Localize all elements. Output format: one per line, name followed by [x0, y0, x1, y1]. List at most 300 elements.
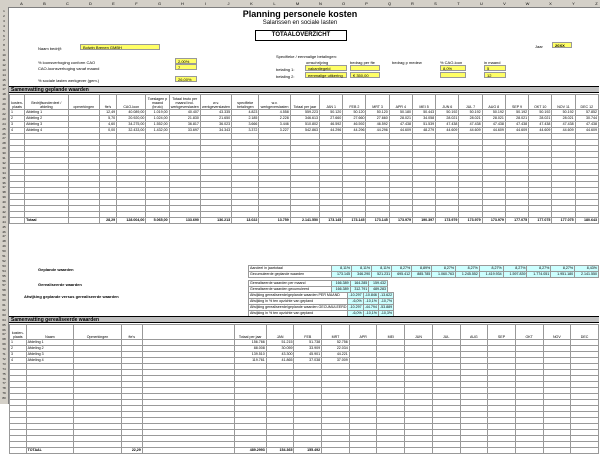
column-header-O[interactable]: O [341, 1, 346, 6]
table-cell[interactable]: 30.059 [266, 346, 294, 352]
table-cell[interactable]: 43.300 [266, 352, 294, 358]
table-cell[interactable]: 36.023 [200, 122, 231, 128]
table-cell[interactable]: 47.438 [552, 122, 575, 128]
table-cell[interactable]: 1 [10, 110, 25, 116]
row-header-30[interactable]: 30 [2, 151, 6, 156]
table-cell[interactable]: 50.120 [343, 110, 366, 116]
row-header-27[interactable]: 27 [2, 136, 6, 141]
table-cell[interactable]: 4,60 [99, 122, 116, 128]
table-cell[interactable]: -10,7% [378, 299, 393, 305]
column-header: FEB 2 [343, 95, 366, 110]
table-cell[interactable]: 8,27% [527, 266, 551, 272]
table-cell[interactable]: 40.407 [169, 110, 200, 116]
table-cell[interactable]: -53.889 [379, 305, 393, 309]
total-cell: 22,29 [121, 448, 142, 454]
row-header-76[interactable]: 76 [2, 376, 6, 381]
row-header-5[interactable]: 5 [3, 28, 5, 33]
table-cell[interactable]: 1.245.552 [456, 272, 480, 278]
table-cell[interactable]: 52.756 [322, 340, 350, 346]
row-header-3[interactable]: 3 [3, 18, 5, 23]
row-header-74[interactable]: 74 [2, 366, 6, 371]
table-cell[interactable]: 44.609 [459, 128, 482, 134]
table-cell[interactable]: 1.774.051 [527, 272, 551, 278]
table-cell[interactable]: 44.296 [366, 128, 389, 134]
table-cell[interactable]: 28.021 [552, 116, 575, 122]
table-cell[interactable]: 50.120 [320, 110, 343, 116]
row-header-69[interactable]: 69 [2, 342, 6, 347]
table-cell[interactable]: -44.794 [364, 305, 377, 309]
table-cell[interactable]: 37.038 [294, 358, 322, 364]
table-cell[interactable]: 3 [10, 352, 27, 358]
table-cell[interactable]: 1.019,00 [146, 110, 169, 116]
column-header: Bedrijfsonderdeel / afdeling [25, 95, 68, 110]
table-cell[interactable]: 50.192 [482, 110, 505, 116]
table-cell[interactable]: -10.297 [349, 293, 362, 297]
column-header-E[interactable]: E [112, 1, 115, 6]
column-header-W[interactable]: W [525, 1, 530, 6]
table-cell[interactable]: 173.145 [332, 272, 352, 278]
bet1-maand-input[interactable]: 5 [484, 65, 506, 71]
table-cell[interactable]: 44.609 [389, 128, 412, 134]
row-header-56[interactable]: 56 [2, 278, 6, 283]
table-cell[interactable]: 166.389 [332, 287, 351, 293]
table-cell[interactable]: 1.060.763 [432, 272, 456, 278]
cao-maand-input[interactable]: 7 [175, 64, 197, 70]
row-header-47[interactable]: 47 [2, 234, 6, 239]
table-cell[interactable]: 5,70 [99, 116, 116, 122]
table-cell[interactable]: 695.412 [392, 272, 412, 278]
row-header-58[interactable]: 58 [2, 288, 6, 293]
header-row [10, 95, 599, 110]
table-cell[interactable]: 2.185 [232, 116, 259, 122]
table-cell[interactable]: 32.433,00 [117, 128, 146, 134]
table-cell[interactable]: 166.389 [332, 281, 351, 287]
row-header-9[interactable]: 9 [3, 48, 5, 53]
table-cell[interactable]: 542.863 [290, 128, 319, 134]
table-cell[interactable]: -13.622 [379, 293, 393, 297]
table-cell[interactable]: 139.510 [234, 352, 266, 358]
row-header-14[interactable]: 14 [2, 72, 6, 77]
row-header-55[interactable]: 55 [2, 273, 6, 278]
table-cell[interactable]: 44.609 [529, 128, 552, 134]
row-header-63[interactable]: 63 [2, 312, 6, 317]
bedrijf-input[interactable]: Bolwin Brenen GMBH [80, 44, 160, 50]
table-cell[interactable]: -6,0% [348, 299, 363, 305]
table-cell[interactable]: 50.120 [366, 110, 389, 116]
row-header-62[interactable]: 62 [2, 307, 6, 312]
table-cell[interactable]: 34.343 [200, 128, 231, 134]
row-header-45[interactable]: 45 [2, 224, 6, 229]
row-header-65[interactable]: 65 [2, 322, 6, 327]
column-header-N[interactable]: N [319, 1, 322, 6]
table-cell[interactable]: 8,27% [432, 266, 456, 272]
column-header-B[interactable]: B [43, 1, 46, 6]
table-cell[interactable]: 559.223 [290, 110, 319, 116]
row-header-52[interactable]: 52 [2, 258, 6, 263]
table-cell[interactable]: 312.791 [350, 287, 369, 293]
table-cell[interactable]: Afdeling 3 [25, 122, 68, 128]
row-header-17[interactable]: 17 [2, 87, 6, 92]
table-cell[interactable]: 2.228 [259, 116, 290, 122]
row-header-15[interactable]: 15 [2, 77, 6, 82]
row-header-37[interactable]: 37 [2, 185, 6, 190]
table-cell[interactable]: 1.024,00 [146, 116, 169, 122]
row-header-61[interactable]: 61 [2, 303, 6, 307]
table-cell[interactable]: 44.609 [552, 128, 575, 134]
table-cell[interactable]: Afdeling 4 [26, 358, 74, 364]
table-cell[interactable]: 44.609 [482, 128, 505, 134]
jaar-label: Jaar [535, 44, 543, 49]
row-header-60[interactable]: 60 [2, 298, 6, 303]
table-cell[interactable]: 510.802 [290, 122, 319, 128]
table-cell[interactable]: 51.215 [266, 340, 294, 346]
table-cell[interactable]: 47.438 [482, 122, 505, 128]
column-header-R[interactable]: R [411, 1, 414, 6]
row-header-59[interactable]: 59 [2, 293, 6, 298]
column-header-D[interactable]: D [89, 1, 92, 6]
row-header-80[interactable]: 80 [2, 396, 6, 401]
table-cell[interactable]: 0,00 [99, 128, 116, 134]
row-label: Afwijking gerealiseerde/geplande waarden PER MAAND [249, 293, 348, 299]
jaar-input[interactable]: 20XX [552, 42, 572, 48]
row-header-68[interactable]: 68 [2, 337, 6, 342]
table-cell[interactable]: 21.830 [169, 116, 200, 122]
column-header-P[interactable]: P [365, 1, 368, 6]
row-header-75[interactable]: 75 [2, 371, 6, 376]
table-cell[interactable]: 28.021 [482, 116, 505, 122]
table-cell[interactable]: 33.697 [169, 128, 200, 134]
row-header-32[interactable]: 32 [2, 160, 6, 165]
table-cell[interactable]: 2.141.550 [575, 272, 599, 278]
table-cell[interactable]: 50.192 [552, 110, 575, 116]
row-header-7[interactable]: 7 [3, 38, 5, 43]
table-cell[interactable]: 51.539 [412, 122, 435, 128]
column-header: Opmerkingen [74, 325, 122, 340]
row-header-12[interactable]: 12 [2, 62, 6, 67]
table-cell[interactable]: 51.738 [294, 340, 322, 346]
column-header-C[interactable]: C [66, 1, 69, 6]
table-cell[interactable]: Afdeling 2 [25, 116, 68, 122]
table-cell[interactable]: 50.192 [529, 110, 552, 116]
table-cell[interactable]: 28.021 [505, 116, 528, 122]
soc-input[interactable]: 26,00% [175, 76, 197, 82]
table-cell[interactable]: Afdeling 1 [25, 110, 68, 116]
column-header: Totaal per jaar [234, 325, 266, 340]
row-header-31[interactable]: 31 [2, 156, 6, 160]
table-cell[interactable]: 1 [10, 340, 27, 346]
bet2-omschr-input[interactable]: eenmalige uitkering [305, 72, 347, 78]
bet1-bedrag-input[interactable] [350, 65, 380, 71]
table-cell[interactable]: 1.419.934 [479, 272, 503, 278]
total-cell: 154.365 [266, 448, 294, 454]
row-header-38[interactable]: 38 [2, 190, 6, 195]
row-header-28[interactable]: 28 [2, 141, 6, 146]
bet2-bedrag-input[interactable]: € 350,00 [350, 72, 380, 78]
table-cell[interactable]: 28.021 [459, 116, 482, 122]
table-cell[interactable]: 1.432,00 [146, 128, 169, 134]
row-header-44[interactable]: 44 [2, 219, 6, 224]
bet2-maand-input[interactable]: 12 [484, 72, 506, 78]
row-header-8[interactable]: 8 [3, 43, 5, 48]
table-cell[interactable]: 3.446 [259, 122, 290, 128]
table-cell[interactable]: 46.592 [366, 122, 389, 128]
table-cell[interactable]: 48.279 [412, 128, 435, 134]
table-cell[interactable]: 346.290 [352, 272, 372, 278]
table-cell[interactable]: 22.034 [322, 346, 350, 352]
table-cell[interactable]: 4 [10, 128, 25, 134]
table-cell[interactable]: 3.666 [232, 122, 259, 128]
table-cell[interactable]: 12,49 [99, 110, 116, 116]
afwijking-table [248, 292, 394, 317]
column-header-X[interactable]: X [549, 1, 552, 6]
column-header: OKT [515, 325, 543, 340]
table-cell[interactable]: 1.951.180 [551, 272, 575, 278]
row-header-22[interactable]: 22 [2, 111, 6, 116]
table-cell[interactable]: 1.552,00 [146, 122, 169, 128]
table-cell[interactable]: Afdeling 4 [25, 128, 68, 134]
row-header-70[interactable]: 70 [2, 347, 6, 352]
table-cell[interactable]: 8,11% [332, 266, 352, 272]
row-header-53[interactable]: 53 [2, 263, 6, 268]
row-header-73[interactable]: 73 [2, 361, 6, 366]
column-header: w.v. werkgeverslasten [259, 95, 290, 110]
table-cell[interactable]: 8,27% [392, 266, 412, 272]
row-header-33[interactable]: 33 [2, 165, 6, 170]
row-label: Gecumuleerde geplande waarden [249, 272, 332, 278]
column-header-A[interactable]: A [20, 1, 23, 6]
column-header: JAN [266, 325, 294, 340]
table-cell[interactable]: 47.438 [389, 122, 412, 128]
table-cell[interactable]: 21.650 [200, 116, 231, 122]
table-cell[interactable]: -10,3% [378, 311, 393, 317]
row-header-40[interactable]: 40 [2, 200, 6, 205]
table-cell[interactable]: 159.432 [369, 281, 388, 287]
column-header: OKT 10 [529, 95, 552, 110]
row-header-41[interactable]: 41 [2, 205, 6, 209]
table-cell[interactable]: 50.192 [436, 110, 459, 116]
table-cell[interactable]: 47.438 [575, 122, 598, 128]
column-header: APR [349, 325, 377, 340]
row-header-26[interactable]: 26 [2, 131, 6, 136]
table-cell[interactable]: 1.597.839 [503, 272, 527, 278]
table-cell[interactable]: 44.609 [436, 128, 459, 134]
row-header-71[interactable]: 71 [2, 352, 6, 356]
table-cell[interactable]: -6,0% [348, 311, 363, 317]
column-header-Y[interactable]: Y [572, 1, 575, 6]
table-cell[interactable]: 8,11% [372, 266, 392, 272]
table-cell[interactable]: 8,27% [479, 266, 503, 272]
row-header-49[interactable]: 49 [2, 244, 6, 249]
table-cell[interactable]: 47.438 [459, 122, 482, 128]
table-cell[interactable]: 27.660 [366, 116, 389, 122]
col-bedrag-medew: bedrag p medew [392, 60, 422, 65]
table-cell[interactable]: 2 [10, 346, 27, 352]
table-cell[interactable]: 20.920,00 [117, 116, 146, 122]
column-header-K[interactable]: K [250, 1, 253, 6]
column-header-M[interactable]: M [295, 1, 300, 6]
table-cell[interactable]: Afdeling 2 [26, 346, 74, 352]
row-header-42[interactable]: 42 [2, 209, 6, 214]
row-header-54[interactable]: 54 [2, 268, 6, 273]
bet1-omschr-input[interactable]: vakantiegeld [305, 65, 347, 71]
table-cell[interactable]: 27.660 [320, 116, 343, 122]
table-cell[interactable]: 4 [10, 358, 27, 364]
table-cell[interactable]: 28.021 [529, 116, 552, 122]
row-header-35[interactable]: 35 [2, 175, 6, 180]
row-header-66[interactable]: 66 [2, 327, 6, 332]
table-cell[interactable]: 47.438 [529, 122, 552, 128]
row-header-78[interactable]: 78 [2, 386, 6, 391]
table-cell[interactable]: 33.909 [294, 346, 322, 352]
planned-compare-table [248, 265, 599, 278]
table-cell[interactable]: 50.443 [412, 110, 435, 116]
row-header-20[interactable]: 20 [2, 102, 6, 107]
table-cell[interactable]: 28.021 [436, 116, 459, 122]
table-cell[interactable]: 8,27% [551, 266, 575, 272]
table-cell[interactable]: 45.901 [294, 352, 322, 358]
row-header-2[interactable]: 2 [3, 13, 5, 18]
table-cell[interactable]: 521.231 [372, 272, 392, 278]
table-cell[interactable]: 119.761 [234, 358, 266, 364]
table-cell[interactable]: -10.297 [349, 305, 362, 309]
table-cell[interactable]: 4.823 [232, 110, 259, 116]
table-cell[interactable]: 4.558 [259, 110, 290, 116]
bet1-pct-input[interactable]: 8,0% [440, 65, 466, 71]
row-header-13[interactable]: 13 [2, 67, 6, 72]
table-cell[interactable]: 3.227 [259, 128, 290, 134]
table-cell[interactable]: 40.089,00 [117, 110, 146, 116]
table-cell[interactable]: -10,1% [363, 299, 378, 305]
table-cell[interactable]: 47.438 [436, 122, 459, 128]
row-header-64[interactable]: 64 [2, 317, 6, 322]
row-header-10[interactable]: 10 [2, 53, 6, 58]
row-header-16[interactable]: 16 [2, 82, 6, 87]
row-label: Afwijking gerealiseerde/geplande waarden GECUMULEERD [250, 305, 347, 309]
table-cell[interactable]: 41.865 [266, 358, 294, 364]
table-cell[interactable]: 43.335 [200, 110, 231, 116]
table-cell[interactable]: 50.192 [505, 110, 528, 116]
table-cell[interactable]: -10,1% [363, 311, 378, 317]
row-header-24[interactable]: 24 [2, 121, 6, 126]
table-cell[interactable]: 47.438 [505, 122, 528, 128]
table-cell[interactable]: 36.817 [169, 122, 200, 128]
row-header-6[interactable]: 6 [3, 33, 5, 38]
row-header-48[interactable]: 48 [2, 239, 6, 244]
row-header-36[interactable]: 36 [2, 180, 6, 185]
table-cell[interactable]: 46.592 [343, 122, 366, 128]
table-cell[interactable]: 34.058 [412, 116, 435, 122]
column-header-Q[interactable]: Q [387, 1, 392, 6]
table-cell[interactable]: 44.296 [343, 128, 366, 134]
row-header-21[interactable]: 21 [2, 107, 6, 111]
table-cell[interactable]: 34.275,00 [117, 122, 146, 128]
table-cell[interactable]: 8,11% [352, 266, 372, 272]
row-header-72[interactable]: 72 [2, 356, 6, 361]
table-cell[interactable]: 8,43% [575, 266, 599, 272]
row-label: Afwijking in % ten opzichte van gepland [249, 311, 348, 317]
total-cell [349, 448, 377, 454]
table-cell[interactable]: 50.180 [389, 110, 412, 116]
row-header-11[interactable]: 11 [2, 58, 6, 62]
total-row [10, 218, 599, 224]
table-cell[interactable]: 57.852 [575, 110, 598, 116]
table-cell[interactable]: 37.009 [322, 358, 350, 364]
column-header-J[interactable]: J [227, 1, 230, 6]
row-header-39[interactable]: 39 [2, 195, 6, 200]
row-header-46[interactable]: 46 [2, 229, 6, 234]
table-cell[interactable]: 2 [10, 116, 25, 122]
cao-input[interactable]: 2,00% [175, 58, 197, 64]
table-cell[interactable]: 50.192 [459, 110, 482, 116]
row-header-19[interactable]: 19 [2, 97, 6, 102]
column-header-I[interactable]: I [204, 1, 207, 6]
table-cell[interactable]: 46.592 [320, 122, 343, 128]
column-header-U[interactable]: U [480, 1, 483, 6]
column-header-S[interactable]: S [434, 1, 437, 6]
table-cell[interactable]: 8,27% [456, 266, 480, 272]
row-header-50[interactable]: 50 [2, 249, 6, 254]
table-cell[interactable]: 44.296 [320, 128, 343, 134]
row-header-67[interactable]: 67 [2, 332, 6, 337]
table-cell[interactable]: 44.609 [575, 128, 598, 134]
column-header-V[interactable]: V [503, 1, 506, 6]
table-cell[interactable]: -10.846 [364, 293, 377, 297]
row-header-25[interactable]: 25 [2, 126, 6, 131]
row-header-23[interactable]: 23 [2, 116, 6, 121]
row-header-79[interactable]: 79 [2, 391, 6, 396]
total-cell [74, 448, 122, 454]
row-header-4[interactable]: 4 [3, 23, 5, 28]
column-header-G[interactable]: G [157, 1, 162, 6]
row-header-43[interactable]: 43 [2, 214, 6, 219]
row-header-18[interactable]: 18 [2, 92, 6, 97]
table-cell[interactable]: 346.613 [290, 116, 319, 122]
row-header-57[interactable]: 57 [2, 283, 6, 288]
bedrijf-label: Naam bedrijf: [38, 46, 62, 51]
column-header-H[interactable]: H [181, 1, 184, 6]
table-cell[interactable]: 164.285 [350, 281, 369, 287]
bet2-pct-input[interactable] [440, 72, 466, 78]
table-row [249, 305, 394, 311]
table-cell[interactable]: 885.785 [412, 272, 432, 278]
row-header-29[interactable]: 29 [2, 146, 6, 151]
table-cell[interactable]: Afdeling 3 [26, 352, 74, 358]
row-header-77[interactable]: 77 [2, 381, 6, 386]
table-cell[interactable]: 30.744 [575, 116, 598, 122]
table-cell[interactable]: Afdeling 1 [26, 340, 74, 346]
table-cell[interactable]: 44.221 [322, 352, 350, 358]
column-header: MEI 5 [412, 95, 435, 110]
column-header-T[interactable]: T [457, 1, 460, 6]
column-header-Z[interactable]: Z [595, 1, 598, 6]
table-cell[interactable]: 3.372 [232, 128, 259, 134]
row-header-1[interactable]: 1 [3, 9, 5, 13]
row-header-34[interactable]: 34 [2, 170, 6, 175]
header-row [10, 325, 599, 340]
row-header-51[interactable]: 51 [2, 254, 6, 258]
column-header-F[interactable]: F [135, 1, 138, 6]
table-cell[interactable]: 44.609 [505, 128, 528, 134]
table-cell[interactable]: 489.283 [369, 287, 388, 293]
table-cell[interactable]: 156.766 [234, 340, 266, 346]
table-cell[interactable]: 28.021 [389, 116, 412, 122]
table-cell[interactable]: 3 [10, 122, 25, 128]
table-cell[interactable]: 88.008 [234, 346, 266, 352]
table-cell[interactable]: 27.660 [343, 116, 366, 122]
table-cell[interactable]: 8,89% [412, 266, 432, 272]
column-header-L[interactable]: L [273, 1, 276, 6]
table-cell[interactable]: 8,27% [503, 266, 527, 272]
